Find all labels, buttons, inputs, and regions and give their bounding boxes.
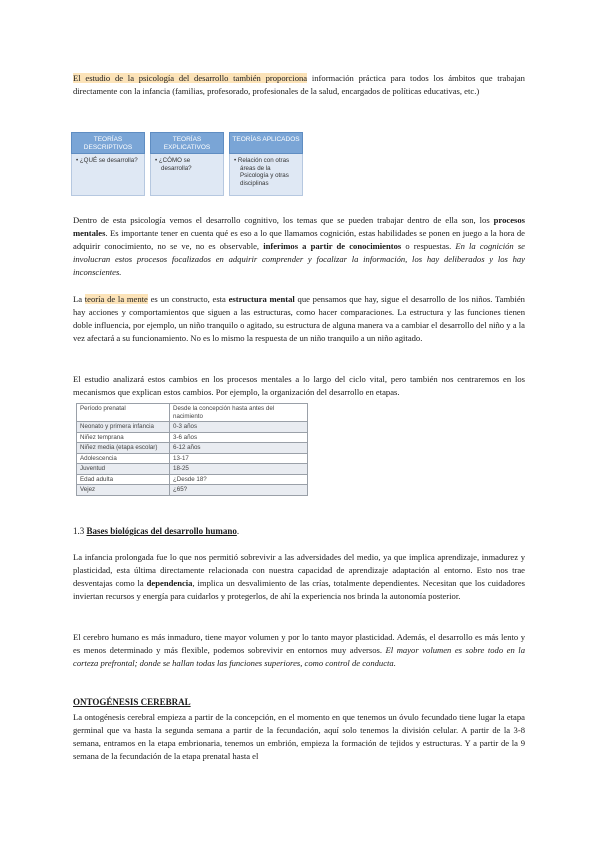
table-row: Neonato y primera infancia 0-3 años: [77, 422, 308, 433]
stages-paragraph: El estudio analizará estos cambios en los procesos mentales a lo largo del ciclo vital, pero también nos centraremos en los mecanismos que explican estos cambios. Por ejemplo, la organización del desarrollo en etapas.: [73, 374, 525, 397]
bold-term: procesos mentales: [73, 215, 525, 238]
diagram-column-applied: [229, 132, 303, 196]
bold-term: dependencia: [146, 578, 193, 588]
diagram-bullet: • ¿QUÉ se desarrolla?: [76, 157, 138, 164]
table-row: Período prenatal Desde la concepción hasta antes del nacimiento: [77, 404, 308, 422]
diagram-column-body: [71, 154, 145, 196]
intro-highlight: El estudio de la psicología del desarrollo también proporciona: [73, 73, 308, 83]
diagram-column-explanatory: [150, 132, 224, 196]
table-row: Adolescencia 13-17: [77, 453, 308, 464]
cognition-paragraph: Dentro de esta psicología vemos el desarrollo cognitivo, los temas que se pueden trabajar dentro de ella son, los procesos mentales. Es importante tener en cuenta qué es eso a lo que llamamos cognición, estas habilidades se ponen en juego a la hora de adquirir conocimiento, no se ve, no es observable, inferimos a partir de conocimientos o respuestas. En la cognición se involucran estos procesos focalizados en adquirir comprender y focalizar la información, los hay deliberados y los hay inconscientes.: [73, 215, 526, 277]
table-row: Niñez temprana 3-6 años: [77, 432, 308, 443]
diagram-column-body: [150, 154, 224, 196]
table-row: Vejez ¿65?: [77, 485, 308, 496]
theory-of-mind-paragraph: La teoría de la mente es un constructo, esta estructura mental que pensamos que hay, sigue el desarrollo de los niños. También hay acciones y comportamientos que siguen a las estructuras, como hacer comparaciones. La estructura y las funciones tienen doble influencia, por ejemplo, un niño tranquilo o agitado, su estructura de alguna manera va a cambiar el desarrollo del niño y a la vez afectará a su funcionamiento. No es lo mismo la respuesta de un niño tranquilo a un niño agitado.: [73, 294, 525, 343]
highlight-term: teoría de la mente: [84, 294, 148, 304]
table-row: Niñez media (etapa escolar) 6-12 años: [77, 443, 308, 454]
diagram-column-title: TEORÍAS EXPLICATIVOS: [150, 132, 224, 154]
diagram-bullet: • ¿CÓMO se desarrolla?: [155, 157, 192, 172]
table-row: Juventud 18-25: [77, 464, 308, 475]
brain-paragraph: El cerebro humano es más inmaduro, tiene mayor volumen y por lo tanto mayor plasticidad. Además, el desarrollo es más lento y es menos determinado y más flexible, podemos sobrevivir en entornos muy adversos. El mayor volumen es sobre todo en la corteza prefrontal; donde se hallan todas las funciones superiores, como control de conducta.: [73, 632, 525, 668]
section-heading-1-3: 1.3 Bases biológicas del desarrollo humano.: [73, 526, 240, 536]
bold-term: estructura mental: [228, 294, 295, 304]
intro-text: información práctica para todos los ámbitos que trabajan directamente con la infancia (familias, profesorado, profesionales de la salud, encargados de políticas educativas, etc.): [73, 73, 525, 96]
italic-note: En la cognición se involucran estos procesos focalizados en adquirir comprender y focalizar la información, los hay deliberados y los hay inconscientes.: [73, 241, 526, 277]
section-title: Bases biológicas del desarrollo humano: [86, 526, 237, 536]
diagram-column-body: [229, 154, 303, 196]
bold-term: inferimos a partir de conocimientos: [263, 241, 402, 251]
age-stages-table: [76, 403, 308, 496]
diagram-column-descriptive: [71, 132, 145, 196]
prolonged-infancy-paragraph: La infancia prolongada fue lo que nos permitió sobrevivir a las adversidades del medio, ya que implica aprendizaje, inmadurez y plasticidad, esta última directamente relacionada con nuestra capacidad de aprendizaje adaptación al entorno. Esto nos trae desventajas como la dependencia, implica un desvalimiento de las crías, totalmente dependientes. Necesitan que los cuidadores inviertan recursos y energía para cuidarlos y protegerlos, de ahí la experiencia nos brinda la autonomía posterior.: [73, 552, 525, 601]
theory-types-diagram: [71, 132, 311, 196]
ontogenesis-heading: ONTOGÉNESIS CEREBRAL: [73, 697, 191, 707]
ontogenesis-paragraph: La ontogénesis cerebral empieza a partir de la concepción, en el momento en que tenemos un óvulo fecundado tiene lugar la etapa germinal que va hasta la segunda semana a partir de la fecundación, aquí solo tenemos la división celular. A partir de la 3-8 semana, entramos en la etapa embrionaria, tenemos un embrión, empieza la formación de tejidos y estructuras. Y a partir de la 9 semana de la fecundación de la etapa prenatal hasta el: [73, 712, 525, 761]
diagram-column-title: TEORÍAS DESCRIPTIVOS: [71, 132, 145, 154]
diagram-column-title: TEORÍAS APLICADOS: [229, 132, 303, 154]
table-row: Edad adulta ¿Desde 18?: [77, 474, 308, 485]
diagram-bullet: • Relación con otras áreas de la Psicología y otras disciplinas: [234, 157, 290, 187]
intro-paragraph: [73, 72, 525, 98]
italic-note: El mayor volumen es sobre todo en la corteza prefrontal; donde se hallan todas las funciones superiores, como control de conducta.: [73, 645, 525, 668]
